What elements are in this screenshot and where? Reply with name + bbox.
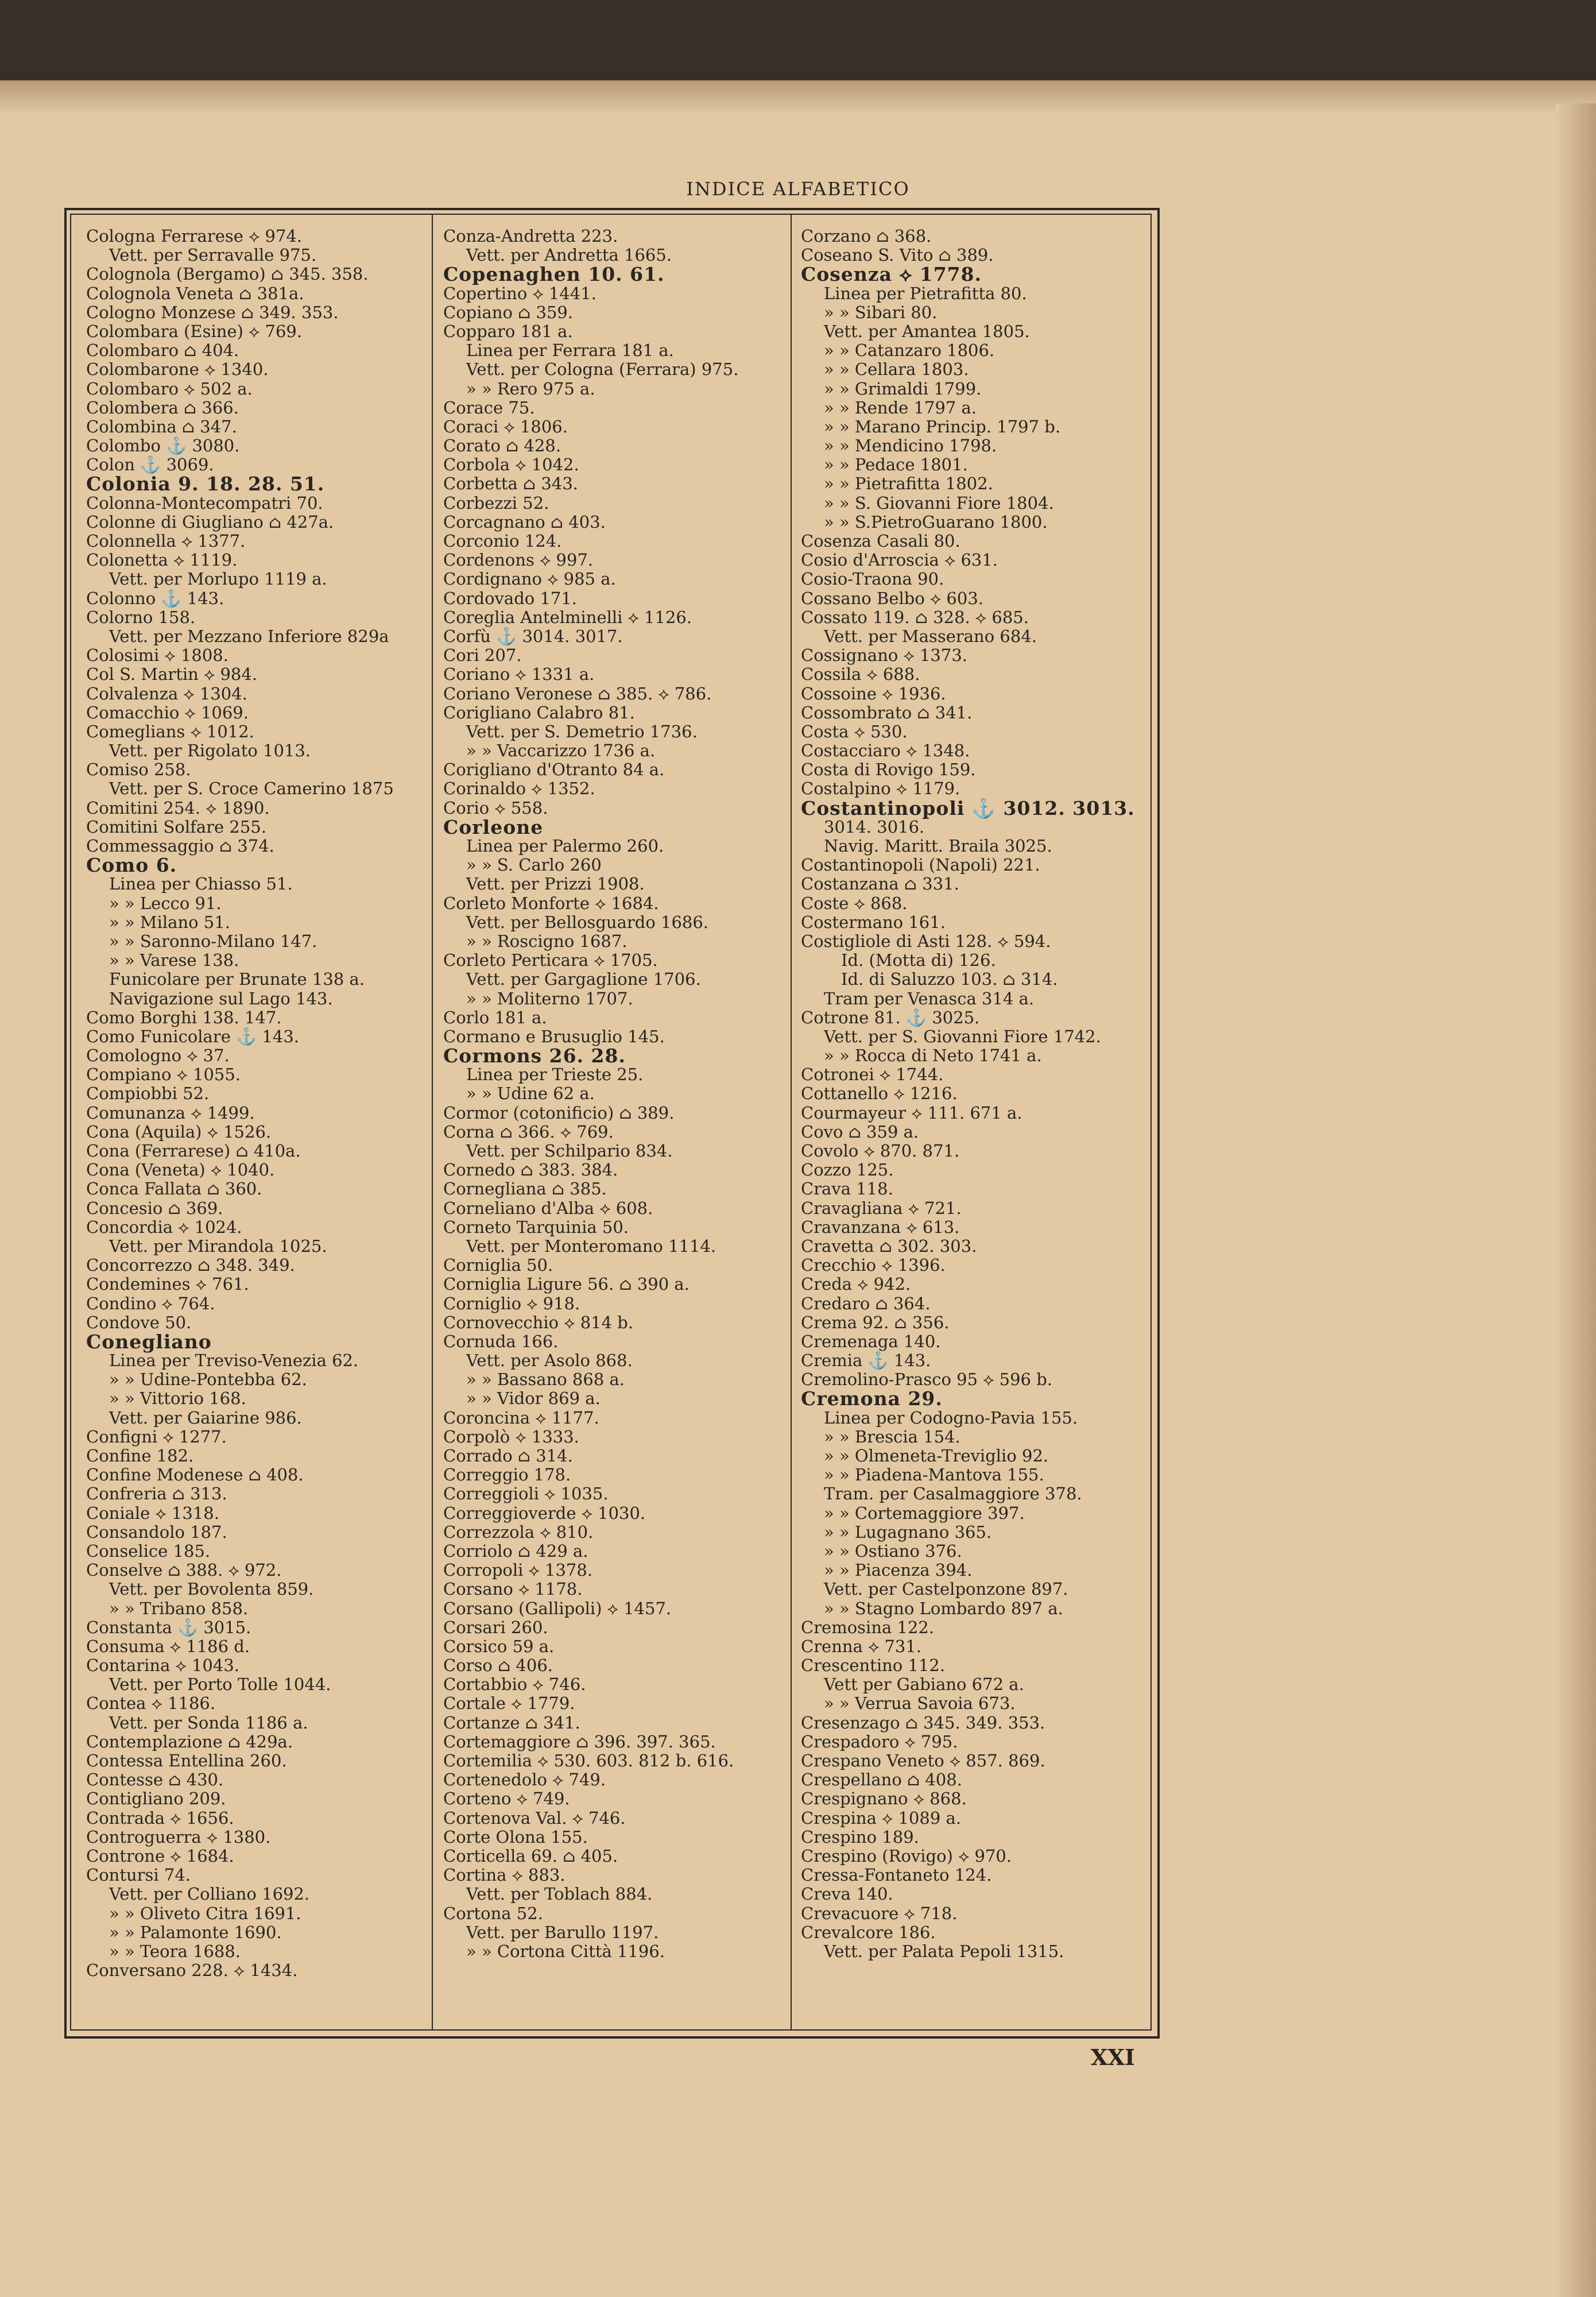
index-heading: Cormons 26. 28. [443,1045,626,1068]
index-entry: Vett. per Amantea 1805. [824,321,1030,341]
index-entry: Conversano 228. ⟡ 1434. [86,1960,298,1981]
index-entry: Consuma ⟡ 1186 d. [86,1636,250,1656]
index-entry: Crava 118. [801,1179,893,1199]
index-entry: Navig. Maritt. Braila 3025. [824,836,1052,856]
index-entry: Vett. per Prizzi 1908. [466,874,645,894]
index-entry: Contigliano 209. [86,1789,226,1809]
index-entry: Vett. per Serravalle 975. [109,245,317,265]
index-entry: Cravetta ⌂ 302. 303. [801,1236,977,1256]
index-entry: Colognola (Bergamo) ⌂ 345. 358. [86,264,369,284]
index-entry: » » S. Giovanni Fiore 1804. [824,493,1054,513]
index-entry: » » Moliterno 1707. [466,988,633,1008]
index-entry: » » Rero 975 a. [466,378,595,399]
index-entry: Colosimi ⟡ 1808. [86,645,228,666]
index-entry: Vett. per Mezzano Inferiore 829a [109,626,389,646]
index-entry: Vett. per Masserano 684. [824,626,1037,646]
index-entry: Corte Olona 155. [443,1827,588,1847]
index-entry: Corna ⌂ 366. ⟡ 769. [443,1122,614,1142]
index-entry: » » Mendicino 1798. [824,436,997,456]
index-entry: Cortanze ⌂ 341. [443,1712,580,1733]
index-entry: Cornovecchio ⟡ 814 b. [443,1312,634,1332]
index-entry: Vett. per S. Giovanni Fiore 1742. [824,1026,1101,1046]
index-entry: Vett. per S. Demetrio 1736. [466,721,698,741]
index-entry: Colonna-Montecompatri 70. [86,493,323,513]
index-entry: Vett. per Castelponzone 897. [824,1579,1068,1599]
index-entry: Tram per Venasca 314 a. [824,988,1035,1008]
index-entry: Colvalenza ⟡ 1304. [86,683,247,703]
index-entry: Linea per Treviso-Venezia 62. [109,1351,359,1371]
index-entry: Covolo ⟡ 870. 871. [801,1141,960,1161]
index-entry: Vett. per Gargaglione 1706. [466,969,701,989]
index-entry: Compiano ⟡ 1055. [86,1065,241,1085]
index-entry: Vett. per Mirandola 1025. [109,1236,327,1256]
index-entry: Vett. per Porto Tolle 1044. [109,1675,331,1695]
index-entry: Cotrone 81. ⚓ 3025. [801,1007,980,1027]
index-entry: Constanta ⚓ 3015. [86,1617,251,1637]
index-heading: Como 6. [86,854,177,877]
index-entry: Corconio 124. [443,531,562,551]
index-entry: Vett. per Sonda 1186 a. [109,1712,308,1733]
index-entry: Cologna Ferrarese ⟡ 974. [86,227,303,246]
index-heading: Cosenza ⟡ 1778. [801,263,982,286]
index-entry: Costantinopoli (Napoli) 221. [801,855,1040,875]
index-entry: Correggioli ⟡ 1035. [443,1484,609,1504]
index-entry: Cremenaga 140. [801,1331,941,1351]
page-edge-shadow [1556,103,1596,2297]
index-entry: Corbezzi 52. [443,493,549,513]
index-entry: Condino ⟡ 764. [86,1293,215,1313]
index-entry: Crespadoro ⟡ 795. [801,1731,958,1751]
index-entry: Crevalcore 186. [801,1922,936,1942]
index-entry: Comeglians ⟡ 1012. [86,721,254,741]
index-entry: » » Piacenza 394. [824,1560,973,1580]
index-entry: » » Udine 62 a. [466,1084,595,1104]
index-entry: Corace 75. [443,397,535,417]
index-entry: Crecchio ⟡ 1396. [801,1255,946,1275]
index-entry: Controne ⟡ 1684. [86,1846,234,1866]
index-entry: Courmayeur ⟡ 111. 671 a. [801,1103,1022,1123]
index-entry: Contursi 74. [86,1865,191,1885]
index-entry: » » Sibari 80. [824,302,938,322]
index-entry: Confreria ⌂ 313. [86,1484,227,1504]
index-entry: » » Varese 138. [109,950,239,970]
index-entry: Corniglia 50. [443,1255,553,1275]
index-entry: Crespino (Rovigo) ⟡ 970. [801,1846,1012,1866]
index-entry: Cozzo 125. [801,1160,894,1180]
index-entry: Cologno Monzese ⌂ 349. 353. [86,302,339,322]
index-entry: Cossila ⟡ 688. [801,664,920,685]
index-entry: Crespignano ⟡ 868. [801,1789,967,1809]
index-entry: Corfù ⚓ 3014. 3017. [443,626,623,646]
index-entry: Cordignano ⟡ 985 a. [443,569,616,589]
index-entry: Corio ⟡ 558. [443,798,548,818]
index-entry: Commessaggio ⌂ 374. [86,836,274,856]
index-entry: Comologno ⟡ 37. [86,1046,230,1066]
index-entry: Coroncina ⟡ 1177. [443,1407,599,1428]
index-entry: Corriolo ⌂ 429 a. [443,1541,588,1561]
index-entry: Contesse ⌂ 430. [86,1770,224,1790]
index-entry: Correzzola ⟡ 810. [443,1522,594,1542]
index-entry: Colorno 158. [86,607,196,627]
index-entry: » » Lugagnano 365. [824,1522,992,1542]
index-entry: Conselve ⌂ 388. ⟡ 972. [86,1560,282,1580]
index-entry: Linea per Trieste 25. [466,1065,644,1085]
index-entry: Cosenza Casali 80. [801,531,960,551]
index-entry: » » Vidor 869 a. [466,1389,601,1409]
index-entry: Comitini Solfare 255. [86,817,266,837]
index-entry: Cravanzana ⟡ 613. [801,1217,960,1237]
index-entry: Crenna ⟡ 731. [801,1636,922,1656]
index-entry: Coriano ⟡ 1331 a. [443,664,595,685]
index-entry: » » Catanzaro 1806. [824,341,995,361]
index-entry: Costermano 161. [801,912,946,932]
index-entry: Col S. Martin ⟡ 984. [86,664,258,685]
index-entry: Colonno ⚓ 143. [86,588,224,608]
index-entry: Contea ⟡ 1186. [86,1693,216,1714]
index-heading: Colonia 9. 18. 28. 51. [86,473,325,496]
index-entry: Cornegliana ⌂ 385. [443,1179,607,1199]
index-entry: Crespino 189. [801,1827,919,1847]
index-entry: » » Olmeneta-Treviglio 92. [824,1446,1049,1465]
index-entry: Colonetta ⟡ 1119. [86,550,238,570]
index-entry: » » Marano Princip. 1797 b. [824,416,1061,436]
index-entry: Conca Fallata ⌂ 360. [86,1179,262,1199]
index-entry: Vett. per Barullo 1197. [466,1922,659,1942]
index-entry: » » Brescia 154. [824,1426,960,1447]
column-divider [791,214,792,2029]
index-entry: Cossignano ⟡ 1373. [801,645,967,666]
index-entry: Condemines ⟡ 761. [86,1274,249,1294]
index-entry: Corato ⌂ 428. [443,436,561,456]
index-entry: Copiano ⌂ 359. [443,302,574,322]
index-entry: Corigliano Calabro 81. [443,702,635,722]
index-entry: Crespina ⟡ 1089 a. [801,1808,962,1828]
index-entry: Costa ⟡ 530. [801,721,908,741]
index-entry: » » Palamonte 1690. [109,1922,282,1942]
index-entry: Contemplazione ⌂ 429a. [86,1731,293,1751]
index-entry: 3014. 3016. [824,817,925,837]
index-entry: Cosio-Traona 90. [801,569,944,589]
index-entry: Cottanello ⟡ 1216. [801,1084,958,1104]
index-entry: Corniglia Ligure 56. ⌂ 390 a. [443,1274,689,1294]
index-entry: » » Cortemaggiore 397. [824,1503,1025,1523]
index-entry: Concorrezzo ⌂ 348. 349. [86,1255,295,1275]
index-heading: Copenaghen 10. 61. [443,263,665,286]
index-entry: Creva 140. [801,1884,893,1904]
index-entry: » » Pietrafitta 1802. [824,474,993,494]
index-entry: Correggioverde ⟡ 1030. [443,1503,646,1523]
index-entry: » » Bassano 868 a. [466,1370,625,1390]
index-entry: Coriano Veronese ⌂ 385. ⟡ 786. [443,683,712,703]
index-entry: » » Roscigno 1687. [466,931,627,951]
index-entry: Colombarone ⟡ 1340. [86,359,269,380]
index-entry: Cossato 119. ⌂ 328. ⟡ 685. [801,607,1029,627]
index-entry: Linea per Palermo 260. [466,836,664,856]
index-entry: Vett. per Palata Pepoli 1315. [824,1941,1064,1961]
index-entry: Corcagnano ⌂ 403. [443,512,606,532]
index-entry: » » Oliveto Citra 1691. [109,1903,301,1923]
index-entry: Corniglio ⟡ 918. [443,1293,580,1313]
index-entry: Configni ⟡ 1277. [86,1426,227,1447]
index-entry: Cossombrato ⌂ 341. [801,702,973,722]
index-entry: Vett. per Colliano 1692. [109,1884,310,1904]
index-entry: » » Vittorio 168. [109,1389,246,1409]
index-entry: Cormano e Brusuglio 145. [443,1026,665,1046]
index-entry: Cremia ⚓ 143. [801,1351,931,1371]
index-entry: Cori 207. [443,645,522,666]
index-entry: Cortale ⟡ 1779. [443,1693,575,1714]
index-entry: Cornedo ⌂ 383. 384. [443,1160,618,1180]
index-entry: Navigazione sul Lago 143. [109,988,333,1008]
index-entry: Costalpino ⟡ 1179. [801,779,960,799]
index-entry: Linea per Chiasso 51. [109,874,293,894]
index-entry: Vett. per Schilpario 834. [466,1141,673,1161]
index-entry: Colombaro ⌂ 404. [86,341,239,361]
index-heading: Corleone [443,815,544,838]
index-entry: Corteno ⟡ 749. [443,1789,570,1809]
index-entry: Conselice 185. [86,1541,211,1561]
index-entry: Costigliole di Asti 128. ⟡ 594. [801,931,1051,951]
index-entry: » » Rende 1797 a. [824,397,977,417]
index-entry: Colombera ⌂ 366. [86,397,239,417]
index-heading: Costantinopoli ⚓ 3012. 3013. [801,796,1135,819]
index-entry: Corleto Perticara ⟡ 1705. [443,950,658,970]
index-entry: Comunanza ⟡ 1499. [86,1103,255,1123]
index-entry: Comitini 254. ⟡ 1890. [86,798,270,818]
page-number: XXI [1091,2044,1135,2070]
page-top-shadow [0,80,1596,115]
index-entry: Corrado ⌂ 314. [443,1446,573,1465]
index-entry: Vett. per Bovolenta 859. [109,1579,314,1599]
index-entry: Funicolare per Brunate 138 a. [109,969,365,989]
index-entry: Cosio d'Arroscia ⟡ 631. [801,550,998,570]
index-entry: Corneto Tarquinia 50. [443,1217,629,1237]
index-entry: Cortona 52. [443,1903,543,1923]
index-entry: Cona (Veneta) ⟡ 1040. [86,1160,275,1180]
index-entry: Linea per Pietrafitta 80. [824,283,1027,303]
index-entry: Comacchio ⟡ 1069. [86,702,249,722]
column-divider [432,214,433,2029]
index-entry: » » Teora 1688. [109,1941,241,1961]
index-entry: Corbetta ⌂ 343. [443,474,578,494]
index-entry: Cremolino-Prasco 95 ⟡ 596 b. [801,1370,1052,1390]
index-entry: » » Cortona Città 1196. [466,1941,665,1961]
index-entry: Cossano Belbo ⟡ 603. [801,588,984,608]
index-entry: Colombina ⌂ 347. [86,416,237,436]
index-entry: Correggio 178. [443,1465,571,1485]
index-entry: Corzano ⌂ 368. [801,227,932,246]
index-entry: Vett. per Bellosguardo 1686. [466,912,709,932]
index-entry: Cresenzago ⌂ 345. 349. 353. [801,1712,1045,1733]
index-entry: Corticella 69. ⌂ 405. [443,1846,618,1866]
index-entry: Colombaro ⟡ 502 a. [86,378,253,399]
index-entry: » » Pedace 1801. [824,455,968,475]
index-entry: Como Borghi 138. 147. [86,1007,282,1027]
index-entry: Conza-Andretta 223. [443,227,618,246]
index-entry: » » Milano 51. [109,912,230,932]
index-entry: Cortenova Val. ⟡ 746. [443,1808,626,1828]
index-entry: Costacciaro ⟡ 1348. [801,741,970,761]
index-entry: Cortina ⟡ 883. [443,1865,565,1885]
index-entry: Covo ⌂ 359 a. [801,1122,919,1142]
index-entry: » » Rocca di Neto 1741 a. [824,1046,1042,1066]
index-entry: Id. di Saluzzo 103. ⌂ 314. [841,969,1058,989]
index-entry: Costa di Rovigo 159. [801,760,976,780]
index-entry: Corso ⌂ 406. [443,1656,553,1676]
index-entry: Corbola ⟡ 1042. [443,455,579,475]
index-entry: Crespellano ⌂ 408. [801,1770,962,1790]
index-entry: Corlo 181 a. [443,1007,547,1027]
index-entry: Vett. per S. Croce Camerino 1875 [109,779,394,799]
index-entry: Compiobbi 52. [86,1084,210,1104]
index-entry: Cordenons ⟡ 997. [443,550,594,570]
index-heading: Conegliano [86,1330,212,1353]
index-entry: Crespano Veneto ⟡ 857. 869. [801,1751,1045,1770]
index-entry: Cravagliana ⟡ 721. [801,1198,962,1218]
index-entry: Colonne di Giugliano ⌂ 427a. [86,512,334,532]
index-heading: Cremona 29. [801,1387,943,1410]
index-entry: » » Grimaldi 1799. [824,378,982,399]
index-entry: Confine Modenese ⌂ 408. [86,1465,304,1485]
index-entry: » » Lecco 91. [109,893,222,913]
index-entry: Corsico 59 a. [443,1636,555,1656]
index-entry: Contarina ⟡ 1043. [86,1656,240,1676]
index-entry: » » Saronno-Milano 147. [109,931,317,951]
index-entry: Cortemilia ⟡ 530. 603. 812 b. 616. [443,1751,734,1770]
index-entry: Vett. per Rigolato 1013. [109,741,311,761]
index-entry: Crescentino 112. [801,1656,946,1676]
index-entry: Colon ⚓ 3069. [86,455,214,475]
index-entry: Concordia ⟡ 1024. [86,1217,242,1237]
index-entry: Costanzana ⌂ 331. [801,874,959,894]
index-entry: Id. (Motta di) 126. [841,950,996,970]
index-entry: Cotronei ⟡ 1744. [801,1065,944,1085]
index-entry: Corropoli ⟡ 1378. [443,1560,593,1580]
index-entry: » » S.PietroGuarano 1800. [824,512,1048,532]
index-entry: Colombo ⚓ 3080. [86,436,240,456]
index-entry: Coraci ⟡ 1806. [443,416,568,436]
index-entry: Colonnella ⟡ 1377. [86,531,246,551]
index-entry: Cressa-Fontaneto 124. [801,1865,992,1885]
index-entry: Vett. per Gaiarine 986. [109,1407,302,1428]
index-entry: Cormor (cotonificio) ⌂ 389. [443,1103,675,1123]
index-entry: Coniale ⟡ 1318. [86,1503,219,1523]
index-entry: Copparo 181 a. [443,321,573,341]
index-entry: Linea per Ferrara 181 a. [466,341,674,361]
index-entry: Cona (Ferrarese) ⌂ 410a. [86,1141,301,1161]
index-entry: Vett. per Andretta 1665. [466,245,672,265]
index-entry: Comiso 258. [86,760,191,780]
index-entry: Vett. per Cologna (Ferrara) 975. [466,359,739,380]
index-entry: Cortenedolo ⟡ 749. [443,1770,606,1790]
index-entry: » » Verrua Savoia 673. [824,1693,1016,1714]
index-entry: Credaro ⌂ 364. [801,1293,931,1313]
index-entry: » » S. Carlo 260 [466,855,602,875]
index-entry: Cossoine ⟡ 1936. [801,683,946,703]
index-entry: » » Piadena-Mantova 155. [824,1465,1044,1485]
index-entry: Controguerra ⟡ 1380. [86,1827,271,1847]
index-entry: Cortemaggiore ⌂ 396. 397. 365. [443,1731,716,1751]
index-entry: Vett. per Monteromano 1114. [466,1236,716,1256]
index-entry: Vett. per Toblach 884. [466,1884,653,1904]
index-entry: Linea per Codogno-Pavia 155. [824,1407,1078,1428]
index-entry: Vett per Gabiano 672 a. [824,1675,1024,1695]
index-column-2 [443,227,788,2024]
index-entry: Corsano (Gallipoli) ⟡ 1457. [443,1598,672,1618]
index-entry: Contessa Entellina 260. [86,1751,287,1770]
index-entry: Creda ⟡ 942. [801,1274,911,1294]
index-entry: Concesio ⌂ 369. [86,1198,223,1218]
index-entry: Corleto Monforte ⟡ 1684. [443,893,659,913]
index-entry: » » Ostiano 376. [824,1541,962,1561]
index-entry: Contrada ⟡ 1656. [86,1808,234,1828]
index-entry: Vett. per Asolo 868. [466,1351,633,1371]
index-entry: Copertino ⟡ 1441. [443,283,596,303]
index-entry: » » Udine-Pontebba 62. [109,1370,307,1390]
index-entry: Vett. per Morlupo 1119 a. [109,569,327,589]
index-entry: » » Cellara 1803. [824,359,969,380]
index-entry: Cordovado 171. [443,588,578,608]
index-column-1 [86,227,431,2024]
page-header: INDICE ALFABETICO [686,178,910,200]
index-entry: Coreglia Antelminelli ⟡ 1126. [443,607,692,627]
index-entry: Consandolo 187. [86,1522,227,1542]
index-entry: Corsano ⟡ 1178. [443,1579,583,1599]
index-entry: Corsari 260. [443,1617,548,1637]
index-entry: Colognola Veneta ⌂ 381a. [86,283,304,303]
index-entry: Corigliano d'Otranto 84 a. [443,760,665,780]
index-entry: » » Stagno Lombardo 897 a. [824,1598,1063,1618]
index-entry: Colombara (Esine) ⟡ 769. [86,321,303,341]
index-entry: Cona (Aquila) ⟡ 1526. [86,1122,272,1142]
index-column-3 [801,227,1145,2024]
index-entry: Crema 92. ⌂ 356. [801,1312,950,1332]
index-entry: » » Tribano 858. [109,1598,249,1618]
index-entry: Tram. per Casalmaggiore 378. [824,1484,1082,1504]
index-entry: Coste ⟡ 868. [801,893,908,913]
index-entry: Cornuda 166. [443,1331,559,1351]
index-entry: Cremosina 122. [801,1617,935,1637]
index-entry: Crevacuore ⟡ 718. [801,1903,958,1923]
index-entry: Corinaldo ⟡ 1352. [443,779,595,799]
index-entry: Como Funicolare ⚓ 143. [86,1026,299,1046]
index-entry: » » Vaccarizzo 1736 a. [466,741,656,761]
index-entry: Coseano S. Vito ⌂ 389. [801,245,994,265]
index-entry: Condove 50. [86,1312,192,1332]
index-entry: Confine 182. [86,1446,194,1465]
index-entry: Cortabbio ⟡ 746. [443,1675,586,1695]
index-entry: Corpolò ⟡ 1333. [443,1426,579,1447]
index-entry: Corneliano d'Alba ⟡ 608. [443,1198,653,1218]
